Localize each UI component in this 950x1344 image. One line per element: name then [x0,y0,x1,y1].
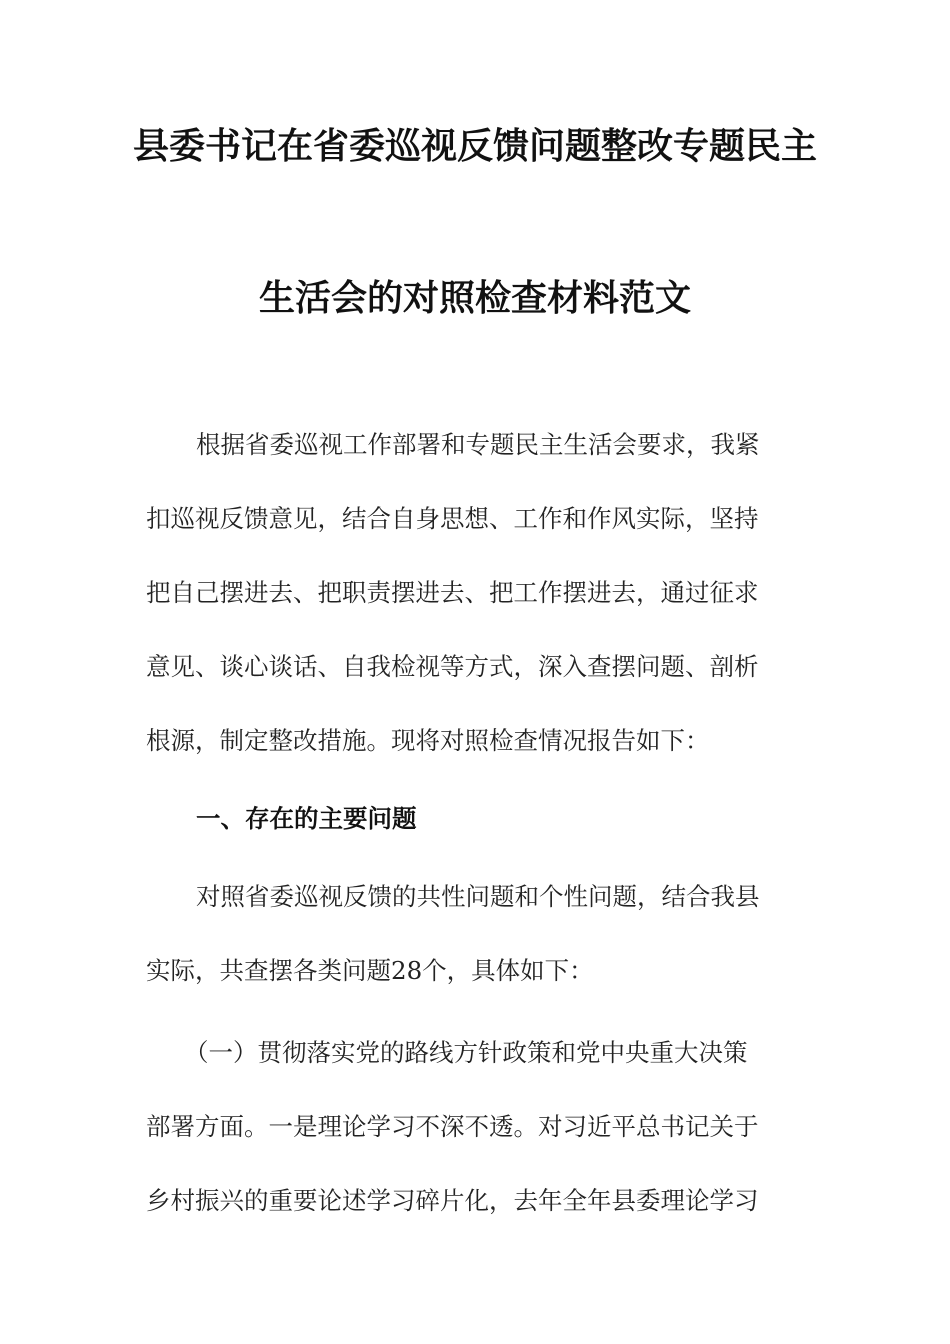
paragraph-line: 对照省委巡视反馈的共性问题和个性问题，结合我县 [196,882,760,911]
paragraph-line: 根源，制定整改措施。现将对照检查情况报告如下： [146,726,710,755]
section-heading: 一、存在的主要问题 [196,804,417,833]
paragraph-line: 部署方面。一是理论学习不深不透。对习近平总书记关于 [146,1112,759,1141]
paragraph-line: 乡村振兴的重要论述学习碎片化，去年全年县委理论学习 [146,1186,759,1215]
paragraph-line: 根据省委巡视工作部署和专题民主生活会要求，我紧 [196,430,760,459]
document-title-line-2: 生活会的对照检查材料范文 [258,278,691,319]
paragraph-line: 把自己摆进去、把职责摆进去、把工作摆进去，通过征求 [146,578,759,607]
paragraph-line: 实际，共查摆各类问题28个，具体如下： [146,956,594,985]
paragraph-line: 扣巡视反馈意见，结合自身思想、工作和作风实际，坚持 [146,504,759,533]
paragraph-line: 意见、谈心谈话、自我检视等方式，深入查摆问题、剖析 [146,652,759,681]
paragraph-line: （一）贯彻落实党的路线方针政策和党中央重大决策 [184,1038,748,1067]
document-title-line-1: 县委书记在省委巡视反馈问题整改专题民主 [132,126,817,167]
